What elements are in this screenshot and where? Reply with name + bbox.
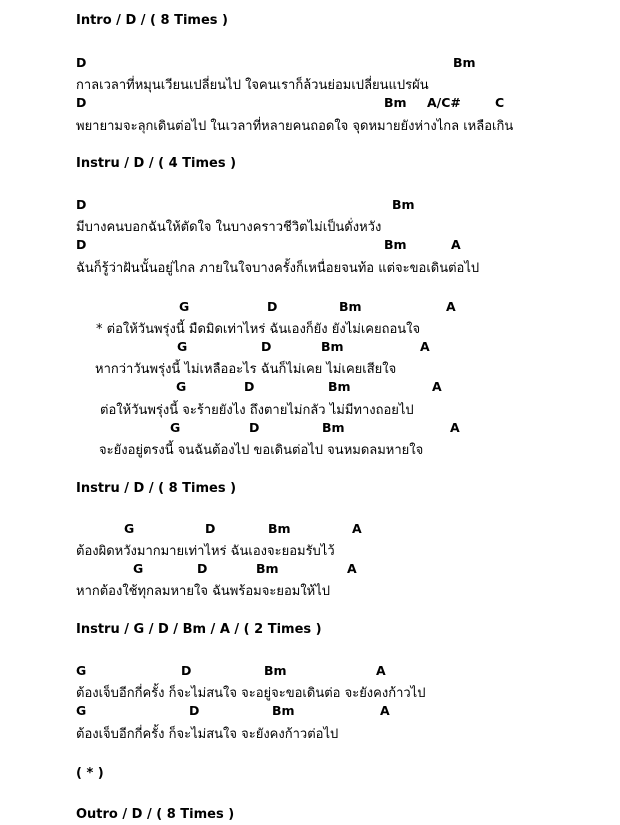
chord: Bm	[328, 379, 351, 394]
chord: D	[244, 379, 255, 394]
chord: Bm	[321, 339, 344, 354]
chord: D	[205, 521, 216, 536]
chord: G	[76, 663, 87, 678]
chord: Bm	[322, 420, 345, 435]
chord: G	[170, 420, 181, 435]
lyric-line: พยายามจะลุกเดินต่อไป ในเวลาที่หลายคนถอดใจ จุดหมายยังห่างไกล เหลือเกิน	[76, 119, 514, 134]
lyric-line: ต้องเจ็บอีกกี่ครั้ง ก็จะไม่สนใจ จะยังคงก้าวต่อไป	[76, 727, 339, 742]
chord: A	[450, 420, 460, 435]
chord: D	[76, 95, 87, 110]
chord: A	[432, 379, 442, 394]
chord: Bm	[339, 299, 362, 314]
chord: Bm	[384, 237, 407, 252]
lyric-line: กาลเวลาที่หมุนเวียนเปลี่ยนไป ใจคนเราก็ล้วนย่อมเปลี่ยนแปรผัน	[76, 78, 429, 93]
chord: A	[451, 237, 461, 252]
chord: Bm	[384, 95, 407, 110]
chord: D	[181, 663, 192, 678]
chord: D	[76, 55, 87, 70]
chord: A/C#	[427, 95, 461, 110]
lyric-line: ต้องผิดหวังมากมายเท่าไหร่ ฉันเองจะยอมรับไว้	[76, 544, 335, 559]
lyric-line: จะยังอยู่ตรงนี้ จนฉันต้องไป ขอเดินต่อไป จนหมดลมหายใจ	[99, 443, 424, 458]
chord: C	[495, 95, 505, 110]
lyric-line: * ต่อให้วันพรุ่งนี้ มืดมิดเท่าไหร่ ฉันเองก็ยัง ยังไม่เคยถอนใจ	[96, 322, 421, 337]
chord: A	[420, 339, 430, 354]
chord: G	[124, 521, 135, 536]
chord: Bm	[256, 561, 279, 576]
outro-header: Outro / D / ( 8 Times )	[76, 807, 235, 822]
instru-header: Instru / D / ( 8 Times )	[76, 481, 237, 496]
chord: D	[267, 299, 278, 314]
chord: G	[176, 379, 187, 394]
chord: Bm	[392, 197, 415, 212]
instru-header: Instru / D / ( 4 Times )	[76, 156, 237, 171]
chord: D	[76, 197, 87, 212]
chord: Bm	[268, 521, 291, 536]
instru-header: Instru / G / D / Bm / A / ( 2 Times )	[76, 622, 322, 637]
intro-header: Intro / D / ( 8 Times )	[76, 13, 228, 28]
chord: D	[249, 420, 260, 435]
chord: G	[133, 561, 144, 576]
chord: A	[352, 521, 362, 536]
chord: D	[261, 339, 272, 354]
lyric-line: หากต้องใช้ทุกลมหายใจ ฉันพร้อมจะยอมให้ไป	[76, 584, 331, 599]
chord: Bm	[272, 703, 295, 718]
lyric-line: ฉันก็รู้ว่าฝันนั้นอยู่ไกล ภายในใจบางครั้งก็เหนื่อยจนท้อ แต่จะขอเดินต่อไป	[76, 261, 480, 276]
lyric-line: มีบางคนบอกฉันให้ตัดใจ ในบางคราวชีวิตไม่เป็นดั่งหวัง	[76, 220, 382, 235]
chord: A	[380, 703, 390, 718]
chord: Bm	[264, 663, 287, 678]
lyric-line: ต้องเจ็บอีกกี่ครั้ง ก็จะไม่สนใจ จะอยู่จะขอเดินต่อ จะยังคงก้าวไป	[76, 686, 426, 701]
repeat-marker: ( * )	[76, 766, 104, 781]
chord: D	[76, 237, 87, 252]
chord: D	[189, 703, 200, 718]
chord: A	[347, 561, 357, 576]
lyric-line: ต่อให้วันพรุ่งนี้ จะร้ายยังไง ถึงตายไม่กลัว ไม่มีทางถอยไป	[100, 403, 414, 418]
chord: A	[376, 663, 386, 678]
chord: Bm	[453, 55, 476, 70]
chord: G	[177, 339, 188, 354]
lyric-line: หากว่าวันพรุ่งนี้ ไม่เหลืออะไร ฉันก็ไม่เคย ไม่เคยเสียใจ	[95, 362, 397, 377]
chord: G	[179, 299, 190, 314]
chord: D	[197, 561, 208, 576]
chord: A	[446, 299, 456, 314]
chord: G	[76, 703, 87, 718]
